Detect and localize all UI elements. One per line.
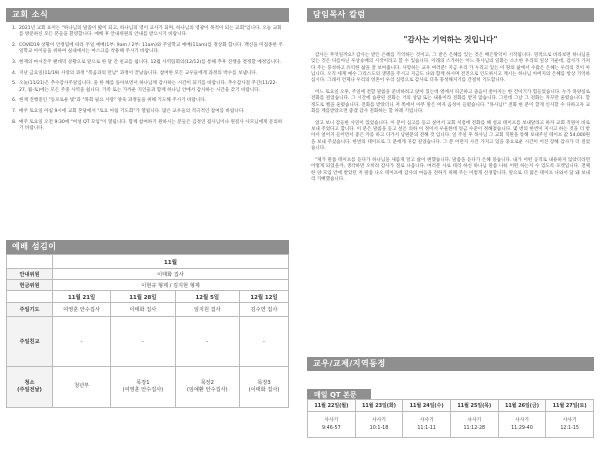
qt-passage: 사사기 11:29-40 <box>498 412 546 438</box>
right-column <box>307 8 594 462</box>
column-title: "감사는 기억하는 것입니다" <box>403 35 498 44</box>
news-item: 4. 지난 금요일(11/19) 사랑의 과정 "복음과의 만남" 과정이 끝났습니다. 참여한 모든 교우들에게 과정의 박수를 보냅니다. <box>12 70 258 76</box>
offering-value: 이현규 형제 / 김지현 형제 <box>53 280 289 291</box>
worship-servers-section <box>6 240 289 408</box>
fellowship-label: 주일친교 <box>7 317 53 367</box>
community-header: 교우/교제/지역동정 <box>307 357 594 371</box>
schedule-month: 11월 <box>53 255 289 269</box>
news-header: 교회 소식 <box>6 8 289 22</box>
cleaning-cell: 목장1 (여영훈 안수집사) <box>111 367 175 408</box>
qt-date: 11월 22일(월) <box>308 400 356 412</box>
prayer-cell: 임지원 집사 <box>175 303 239 317</box>
prayer-cell: 김수연 집사 <box>239 303 288 317</box>
schedule-date: 12월 12일 <box>239 291 288 303</box>
schedule-date: 11월 21일 <box>53 291 111 303</box>
worship-servers-table <box>6 254 289 408</box>
qt-date: 11월 27일(토) <box>546 400 594 412</box>
worship-servers-header: 예배 섬김이 <box>6 240 289 254</box>
offering-label: 헌금위원 <box>7 280 53 291</box>
usher-label: 안내위원 <box>7 269 53 280</box>
schedule-date: 11월 28일 <box>111 291 175 303</box>
qt-header: 매일 QT 본문 <box>307 389 371 402</box>
qt-passage: 사사기 12:1-15 <box>546 412 594 438</box>
pastor-column-header: 담임목사 칼럼 <box>307 8 594 22</box>
fellowship-cell: - <box>175 317 239 367</box>
news-item: 6. 현재 진행중인 "동포로운 빛"과 "목회 필요 사랑" 양육 과정들을 위해 기도해 주시기 바랍니다. <box>12 98 207 104</box>
qt-date: 11월 24일(수) <box>403 400 451 412</box>
community-section <box>307 357 594 371</box>
fellowship-cell: - <box>111 317 175 367</box>
fellowship-cell: - <box>239 317 288 367</box>
qt-passage: 사사기 10:1-18 <box>355 412 403 438</box>
qt-passage: 사사기 11:1-11 <box>403 412 451 438</box>
cleaning-label: 청소 (주일전날) <box>7 367 53 408</box>
qt-table <box>307 399 594 438</box>
prayer-cell: 이태화 집사 <box>111 303 175 317</box>
news-item: 5. 오늘(11/21)은 추수감사주일입니다. 올 한 해를 돌아보면서 하나님께 감사하는 시간이 되기를 바랍니다. 추수감사절 주간(11/22-27, 월-토)에는 모든 주중 사역을 쉽니다. 가족 또는 가까운 지인들과 함께 하나님 안에서 감사하는 시간을 갖기 바랍니다. <box>12 81 278 93</box>
news-item: 1. 2021년 교회 표어는 "하나님의 말씀이 밟이 되고, 하나님의 영이 교사가 되며, 하나님의 영광이 목적이 되는 교회"입니다. 오늘 교회를 방문하신 모든 분들을 환영합니다. 예배 후 안내위원의 안내를 받으시기 바랍니다. <box>12 26 282 38</box>
news-item: 2. COVID19 상황이 안정됨에 따라 주일 예배(1부: 9am / 2부: 11am)와 주일학교 예배(11am)를 정상화 합니다. 백신을 미접종한 주일학교 아이들을 위하여 실내에서는 마스크를 착용해 주시기 바랍니다. <box>12 42 283 55</box>
prayer-cell: 여영훈 안수집사 <box>53 303 111 317</box>
news-list <box>6 22 289 132</box>
qt-passage: 사사기 11:12-28 <box>450 412 498 438</box>
left-column <box>6 8 289 462</box>
qt-passage: 사사기 9:46-57 <box>308 412 356 438</box>
usher-value: 이태화 집사 <box>53 269 289 280</box>
qt-date: 11월 26일(금) <box>498 400 546 412</box>
column-paragraph: 얼고 보니 감응한 사연이 있었습니다. 이 분이 십고를 등고 싶어서 교회 서점에 전화를 해 설교 테이프를 보내달라고 하자 교회 직원이 바로 보내 주었다고 합니다. 이 분은 말씀을 듣고 설은 의하 이 정이서 우울한데 엉금 수준이 정해졌습니다. 몇 번의 한번이 지시고 하는 것을 더 받아서 얼어지 들어면서 좋은 카를 하고 다가서 남편분의 전해 것 입니다. 일 주일 후 목사님 그 교회 직원을 통해 보내주신 테이프 값 54,000원을 보내 주셨습니다. 한번의 테이프로 그 분에게 귀감 깊었습니다. 그 분 어떤지 사건 가지고 있을 풍요로운 시간이 어진 장해 감사가 더 걸었습니다. <box>311 120 590 152</box>
news-item: 8. 매주 토요일 오전 9:30에 "여성 QT 모임"이 열립니다. 함께 참여하기 원하시는 분들은 김정연 집사님이나 원질사 사모님에게 문의하기 바랍니다. <box>12 119 283 131</box>
news-item: 7. 매주 토요일 아침 9시에 교회 본당에서 "토요 아침 기도회"가 열립니다. 많은 교우들의 적극적인 참여를 바랍니다. <box>12 109 245 115</box>
cleaning-cell: 목장2 (임예환 안수집사) <box>175 367 239 408</box>
column-paragraph: 감사는 무엇일까요? 감사는 받은 은혜를 기억하는 것이고, 그 받은 은혜를 잊는 것은 배은망덕이 시작됩니다. 영적으로 바라보면 하나님을 잊는 것은 다름아닌 우상숭배의 시작이라고 할 수 있습니다. 이래의 스가하는 어느 목사님의 일화는 소소한 우리의 일상 가운데, 감사가 가져다 주는 풍성하고 유익한 삶을 잘 보여줍니다. 사랑하는 교우 여러분! 지금 우리 가 누리고 있는 이 땅의 삶에서 수많은 은혜는 우리의 것이 아닙니다. 오직 세계 예수 그리스도의 생명을 주시고 지금도 나와 함께 하시며 전진으로 인도하시고 계시는 하나님 아버지의 은혜를 항상 기억하십시다. 그래서 언제나 우리의 영혼이 우리 심령으로 감사로 더욱 풍성해지기를 간절히 기도합니다. <box>311 53 590 84</box>
cleaning-cell: 목장3 (이태화 집사) <box>239 367 288 408</box>
column-body <box>307 53 594 183</box>
cleaning-sublabel: (주일전날) <box>17 387 42 393</box>
cleaning-cell: 청년부 <box>53 367 111 408</box>
schedule-date: 12월 5일 <box>175 291 239 303</box>
prayer-label: 주일기도 <box>7 303 53 317</box>
column-paragraph: "제가 말씀 테이프를 듣다가 하나님을 새롭게 알고 삶이 변했습니다. 말씀을 듣다가 은혜 풍습니다. 내가 어떤 공직로 내용하지 않았더라면 어떻게 되었을까, 생각하면 오히려 감사가 절로 나옵니다. 여러분 사로 테리 하신 하나님 말씀 나눠 어떤 하는지 수 있도록 포켓입니다. 전체 한 양 모임 안에 받았던 저 말씀 나오 테이프에 감사의 마음을 전하기 위해 주는 이렇게 신경합니다. 앞으로 더 많은 테이프 나와서 담 돼 보내리 기뻐했습니다. <box>311 157 590 182</box>
qt-date: 11월 25일(목) <box>450 400 498 412</box>
column-paragraph: 어느 토요일 오후, 주일에 전할 말씀을 준비하려고 앉아 있는데 옆에서 피곤하고 졸음이 쏟아지는 한 건이기가 힘들었습니다. 누가 목양실로 전화를 걸었습니다. 그 시간에 습관된 전화는 거의 상담 또는 내용이라 전화를 받지 않습니다. 그런데 그날 그 전화는 자꾸만 울렸습니다. 할 정도로 벨을 울렸습니다. 전화를 받았더니 저 쪽에서 아무 말은 여자 음성이 들렸습니다. "목사님!" 전화 한 분이 할게 인사할 수 다하고자 교회를 계를받았으면 좋겠 감사 전화하는 할 차례 기립니다. <box>311 90 590 114</box>
qt-date: 11월 23일(화) <box>355 400 403 412</box>
news-item: 3. 현재의 마시간주 팬데믹 상황으로 앞으로 한 달 간 친교를 쉽니다. 12월 사역팀회의(12/12)를 통해 추후 진행을 결정할 예정입니다. <box>12 59 281 65</box>
fellowship-cell: - <box>53 317 111 367</box>
